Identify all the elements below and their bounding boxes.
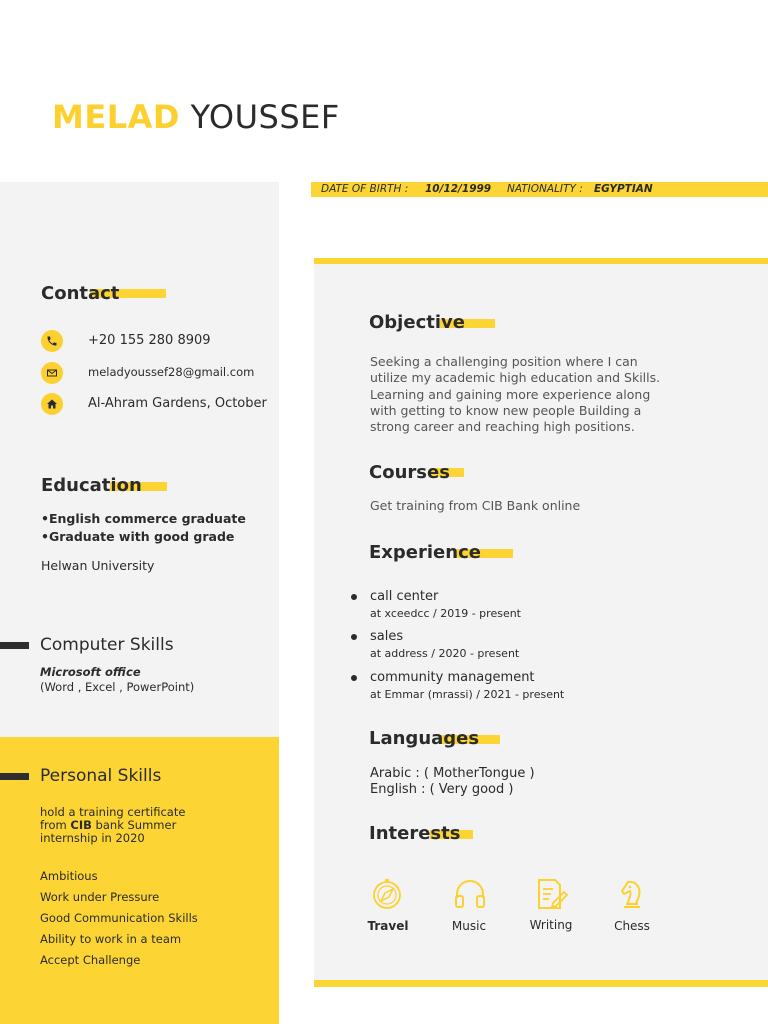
nationality-value: EGYPTIAN <box>594 183 653 195</box>
personal-skill-item: Good Communication Skills <box>40 911 198 925</box>
certificate-line: hold a training certificate <box>40 805 186 819</box>
last-name: YOUSSEF <box>190 98 340 136</box>
writing-icon <box>533 876 569 912</box>
education-item: •Graduate with good grade <box>41 529 235 544</box>
personal-skill-item: Work under Pressure <box>40 890 160 904</box>
education-heading: Education <box>41 475 142 496</box>
interest-label: Travel <box>367 919 409 933</box>
computer-skills-details: (Word , Excel , PowerPoint) <box>40 680 195 694</box>
dob-label: DATE OF BIRTH : <box>321 183 409 195</box>
chess-knight-icon <box>614 876 650 912</box>
experience-heading: Experience <box>369 542 481 563</box>
university-name: Helwan University <box>41 558 155 573</box>
first-name: MELAD <box>52 98 180 136</box>
interest-label: Writing <box>529 918 573 932</box>
bullet <box>351 634 357 640</box>
interests-heading: Interests <box>369 823 461 844</box>
personal-skill-item: Accept Challenge <box>40 953 141 967</box>
education-item: •English commerce graduate <box>41 511 246 526</box>
personal-skill-item: Ambitious <box>40 869 98 883</box>
objective-heading: Objective <box>369 312 465 333</box>
section-dash <box>0 773 29 780</box>
email-address: meladyoussef28@gmail.com <box>88 365 255 379</box>
phone-number: +20 155 280 8909 <box>88 333 211 348</box>
home-icon <box>41 393 63 415</box>
home-address: Al-Ahram Gardens, October <box>88 396 267 411</box>
experience-detail: at address / 2020 - present <box>370 647 520 660</box>
personal-skill-item: Ability to work in a team <box>40 932 182 946</box>
candidate-name <box>52 98 340 136</box>
phone-icon <box>41 330 63 352</box>
language-item: English : ( Very good ) <box>370 782 514 797</box>
experience-title: community management <box>370 670 535 685</box>
envelope-icon <box>41 362 63 384</box>
languages-heading: Languages <box>369 728 480 749</box>
experience-title: sales <box>370 629 404 644</box>
bullet <box>351 675 357 681</box>
contact-heading: Contact <box>41 283 120 304</box>
dob-value: 10/12/1999 <box>425 183 492 195</box>
top-accent-line <box>314 258 768 264</box>
language-item: Arabic : ( MotherTongue ) <box>370 766 535 781</box>
certificate-line: internship in 2020 <box>40 831 145 845</box>
courses-heading: Courses <box>369 462 450 483</box>
experience-detail: at xceedcc / 2019 - present <box>370 607 521 620</box>
nationality-label: NATIONALITY : <box>507 183 583 195</box>
headphones-icon <box>452 876 488 912</box>
personal-skills-heading: Personal Skills <box>40 766 162 786</box>
experience-title: call center <box>370 589 439 604</box>
certificate-line: from CIB bank Summer <box>40 818 177 832</box>
section-dash <box>0 642 29 649</box>
computer-skills-heading: Computer Skills <box>40 635 174 655</box>
interest-label: Chess <box>614 919 650 933</box>
compass-icon <box>369 876 405 912</box>
bullet <box>351 594 357 600</box>
interest-label: Music <box>451 919 487 933</box>
bottom-accent-line <box>314 980 768 987</box>
objective-text: Seeking a challenging position where I can utilize my academic high education and Skills. Learning and gaining more experience along with getting to know new people Building a strong career and reaching high positions. <box>370 354 661 435</box>
info-bar <box>311 182 768 197</box>
computer-skills-title: Microsoft office <box>40 665 141 679</box>
experience-detail: at Emmar (mrassi) / 2021 - present <box>370 688 565 701</box>
courses-text: Get training from CIB Bank online <box>370 498 581 513</box>
